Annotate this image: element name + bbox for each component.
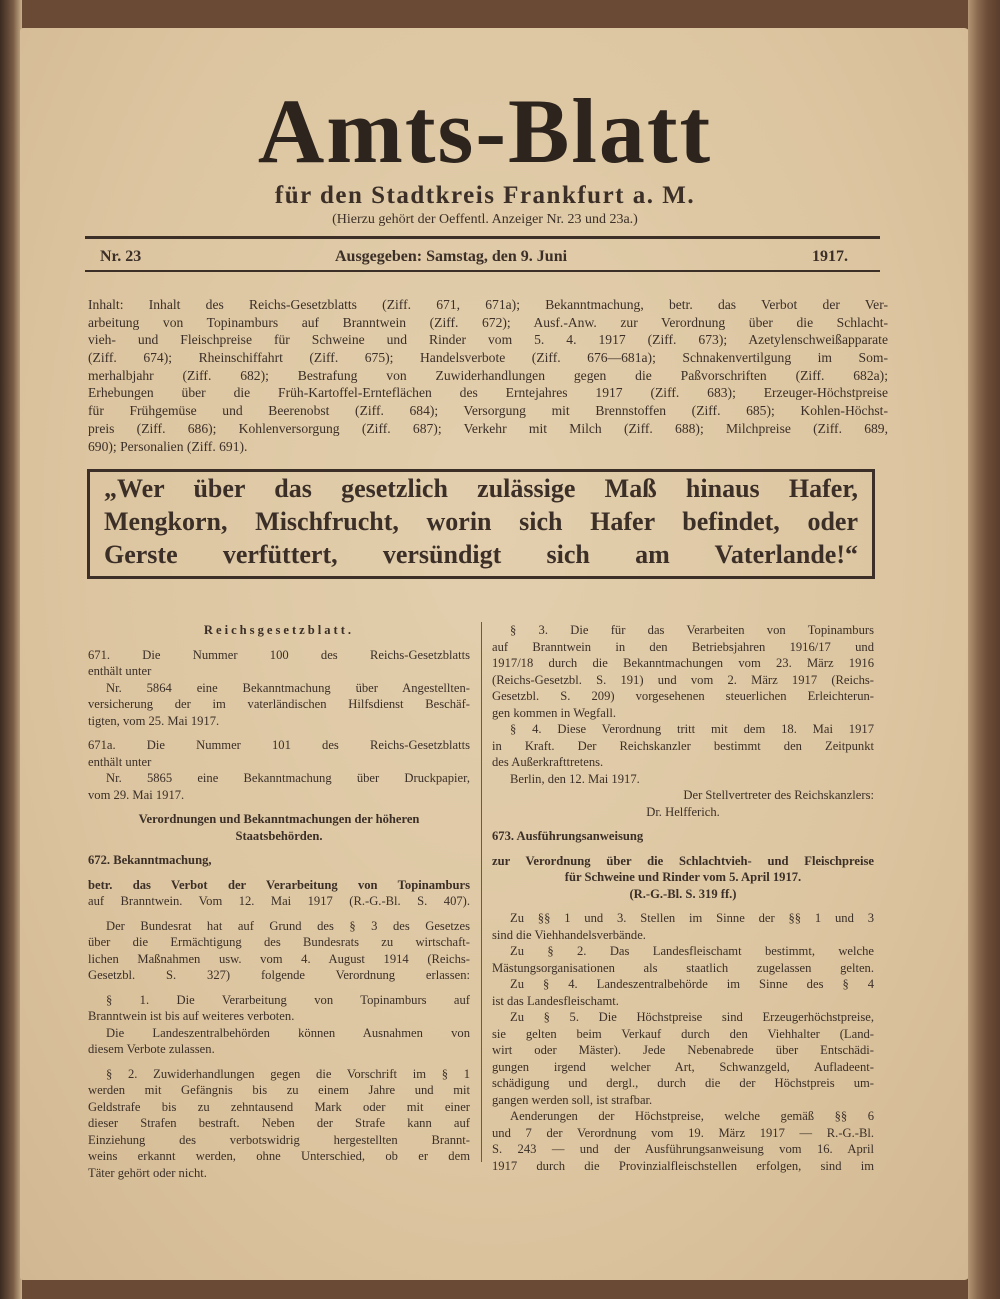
spacer [88,729,470,737]
text-line: sie gelten beim Verkauf durch den Viehhalter (Land- [492,1026,874,1041]
text-line: weins erkannt werden, ohne Unterschied, ob er dem [88,1149,470,1163]
text-line: Verordnungen und Bekanntmachungen der höheren [138,812,420,826]
text-line: lichen Maßnahmen usw. vom 4. August 1914 (Reichs- [88,951,470,966]
text-line: wirt oder Mäster). Jede Nebenabrede über Entschädi- [492,1043,874,1057]
text-line: 671a. Die Nummer 101 des Reichs-Gesetzblatts [88,738,470,752]
text-line: schädigung und dergl., durch die der Höchstpreis um- [492,1076,874,1090]
spacer [492,820,874,828]
text-line: Einziehung des verbotswidrig hergestellten Brannt- [88,1132,470,1147]
text-line: Reichsgesetzblatt. [203,623,355,637]
text-line: Staatsbehörden. [235,828,323,843]
left-column [88,622,470,1181]
text-line: vom 29. Mai 1917. [88,787,185,802]
text-line: Gesetzbl. S. 209) vorgesehenen steuerlichen Erleichterun- [492,689,874,703]
text-line: S. 243 — und der Ausführungsanweisung vom 16. April [492,1142,874,1156]
text-line: § 4. Diese Verordnung tritt mit dem 18. Mai 1917 [510,722,874,736]
text-line: Branntwein ist bis auf weiteres verboten. [88,1009,295,1023]
contents-line: preis (Ziff. 686); Kohlenversorgung (Ziff. 687); Verkehr mit Milch (Ziff. 688); Milchpreise (Ziff. 689, [88,420,888,436]
right-column [492,622,874,1174]
text-line: Zu § 2. Das Landesfleischamt bestimmt, welche [510,944,874,958]
text-line: § 3. Die für das Verarbeiten von Topinamburs [510,623,874,637]
text-line: tigten, vom 25. Mai 1917. [88,713,220,728]
text-line: dieser Strafen bestraft. Neben der Strafe kann auf [88,1116,470,1130]
text-line: Zu §§ 1 und 3. Stellen im Sinne der §§ 1 und 3 [510,911,874,925]
text-line: gungen irgend welcher Art, Schwanzgeld, Aufladeent- [492,1059,874,1074]
text-line: werden mit Gefängnis bis zu einem Jahre und mit [88,1083,470,1097]
spacer [88,984,470,992]
text-line: des Außerkrafttretens. [492,755,604,769]
contents-line: Erhebungen über die Früh-Kartoffel-Ernteflächen des Erntejahres 1917 (Ziff. 683); Erzeuger-Höchstpreise [88,385,888,401]
text-line: gangen werden soll, ist strafbar. [492,1092,653,1107]
contents-line: vieh- und Fleischpreise für Schweine und Rinder vom 5. 4. 1917 (Ziff. 673); Azetylenschweißapparate [88,332,888,348]
text-line: zur Verordnung über die Schlachtvieh- und Fleischpreise [492,853,874,868]
text-line: 673. Ausführungsanweisung [492,829,644,843]
text-line: Nr. 5865 eine Bekanntmachung über Druckpapier, [106,771,470,785]
text-line: auf Branntwein. Vom 12. Mai 1917 (R.-G.-Bl. S. 407). [88,894,470,908]
text-line: enthält unter [88,664,152,678]
text-line: in Kraft. Der Reichskanzler bestimmt den Zeitpunkt [492,738,874,753]
spacer [88,639,470,647]
text-line: ist das Landesfleischamt. [492,993,619,1008]
text-line: Gesetzbl. S. 327) folgende Verordnung erlassen: [88,968,470,982]
contents-line: Inhalt: Inhalt des Reichs-Gesetzblatts (Ziff. 671, 671a); Bekanntmachung, betr. das Verbot der Ver- [88,297,888,312]
masthead-rule-top [85,236,880,239]
appeal-line: „Wer über das gesetzlich zulässige Maß hinaus Hafer, [104,474,858,503]
text-line: enthält unter [88,754,152,769]
contents-line: merhalbjahr (Ziff. 682); Bestrafung von Zuwiderhandlungen gegen die Paßvorschriften (Ziff. 682a); [88,367,888,383]
text-line: Die Landeszentralbehörden können Ausnahmen von [106,1025,470,1040]
spacer [88,869,470,877]
spacer [88,1058,470,1066]
text-line: (Reichs-Gesetzbl. S. 191) und vom 2. März 1917 (Reichs- [492,672,874,687]
text-line: versicherung der im vaterländischen Hilfsdienst Beschäf- [88,697,470,711]
masthead-note: (Hierzu gehört der Oeffentl. Anzeiger Nr. 23 und 23a.) [332,212,638,227]
appeal-line: Mengkorn, Mischfrucht, worin sich Hafer befindet, oder [104,507,858,536]
text-line: 1917 durch die Provinzialfleischstellen erfolgen, sind im [492,1158,874,1173]
text-line: Aenderungen der Höchstpreise, welche gemäß §§ 6 [510,1109,874,1123]
contents-line: (Ziff. 674); Rheinschiffahrt (Ziff. 675); Handelsverbote (Ziff. 676—681a); Schnakenvertilgung im Som- [88,350,888,366]
contents-line: arbeitung von Topinamburs auf Branntwein (Ziff. 672); Ausf.-Anw. zur Verordnung über die Schlacht- [88,314,888,330]
text-line: betr. das Verbot der Verarbeitung von Topinamburs [88,877,470,892]
text-line: Der Stellvertreter des Reichskanzlers: [683,788,874,802]
text-line: Täter gehört oder nicht. [88,1165,207,1180]
masthead-title: Amts-Blatt [257,80,713,182]
text-line: diesem Verbote zulassen. [88,1042,215,1056]
text-line: Zu § 5. Die Höchstpreise sind Erzeugerhöchstpreise, [510,1010,874,1024]
text-line: Dr. Helfferich. [646,804,720,819]
text-line: 1917/18 durch die Bekanntmachungen vom 23. März 1916 [492,656,874,670]
text-line: und 7 der Verordnung vom 19. März 1917 — R.-G.-Bl. [492,1125,874,1140]
issue-date: Ausgegeben: Samstag, den 9. Juni [335,248,568,265]
issue-number: Nr. 23 [100,248,142,265]
text-line: auf Branntwein in den Betriebsjahren 1916/17 und [492,639,874,654]
text-line: gen kommen in Wegfall. [492,705,616,720]
spacer [88,844,470,852]
text-line: Der Bundesrat hat auf Grund des § 3 des Gesetzes [106,918,470,933]
text-line: 672. Bekanntmachung, [88,853,212,867]
text-line: (R.-G.-Bl. S. 319 ff.) [629,886,737,901]
spacer [88,910,470,918]
text-line: Zu § 4. Landeszentralbehörde im Sinne des § 4 [510,977,874,991]
column-divider [481,622,482,1162]
table-of-contents [88,296,888,455]
issue-year: 1917. [812,248,848,265]
text-line: sind die Viehhandelsverbände. [492,927,646,942]
spacer [492,902,874,910]
appeal-box [87,469,875,579]
masthead-rule-bottom [85,270,880,272]
spacer [88,803,470,811]
text-line: Berlin, den 12. Mai 1917. [510,771,640,786]
contents-line: 690); Personalien (Ziff. 691). [88,438,248,454]
book-edge-right [968,0,1000,1299]
contents-line: für Frühgemüse und Beerenobst (Ziff. 684); Versorgung mit Brennstoffen (Ziff. 685); Kohlen-Höchst- [88,403,888,419]
spacer [492,845,874,853]
text-line: Geldstrafe bis zu zehntausend Mark oder mit einer [88,1099,470,1114]
text-line: Nr. 5864 eine Bekanntmachung über Angestellten- [106,680,470,695]
masthead-subtitle: für den Stadtkreis Frankfurt a. M. [274,182,696,209]
text-line: 671. Die Nummer 100 des Reichs-Gesetzblatts [88,647,470,662]
text-line: über die Ermächtigung des Bundesrats zu wirtschaft- [88,935,470,949]
text-line: für Schweine und Rinder vom 5. April 1917. [564,870,802,884]
text-line: § 1. Die Verarbeitung von Topinamburs auf [106,992,470,1007]
appeal-line: Gerste verfüttert, versündigt sich am Vaterlande!“ [104,540,858,569]
text-line: Mästungsorganisationen als staatlich zugelassen gelten. [492,960,874,975]
text-line: § 2. Zuwiderhandlungen gegen die Vorschrift im § 1 [106,1066,470,1081]
